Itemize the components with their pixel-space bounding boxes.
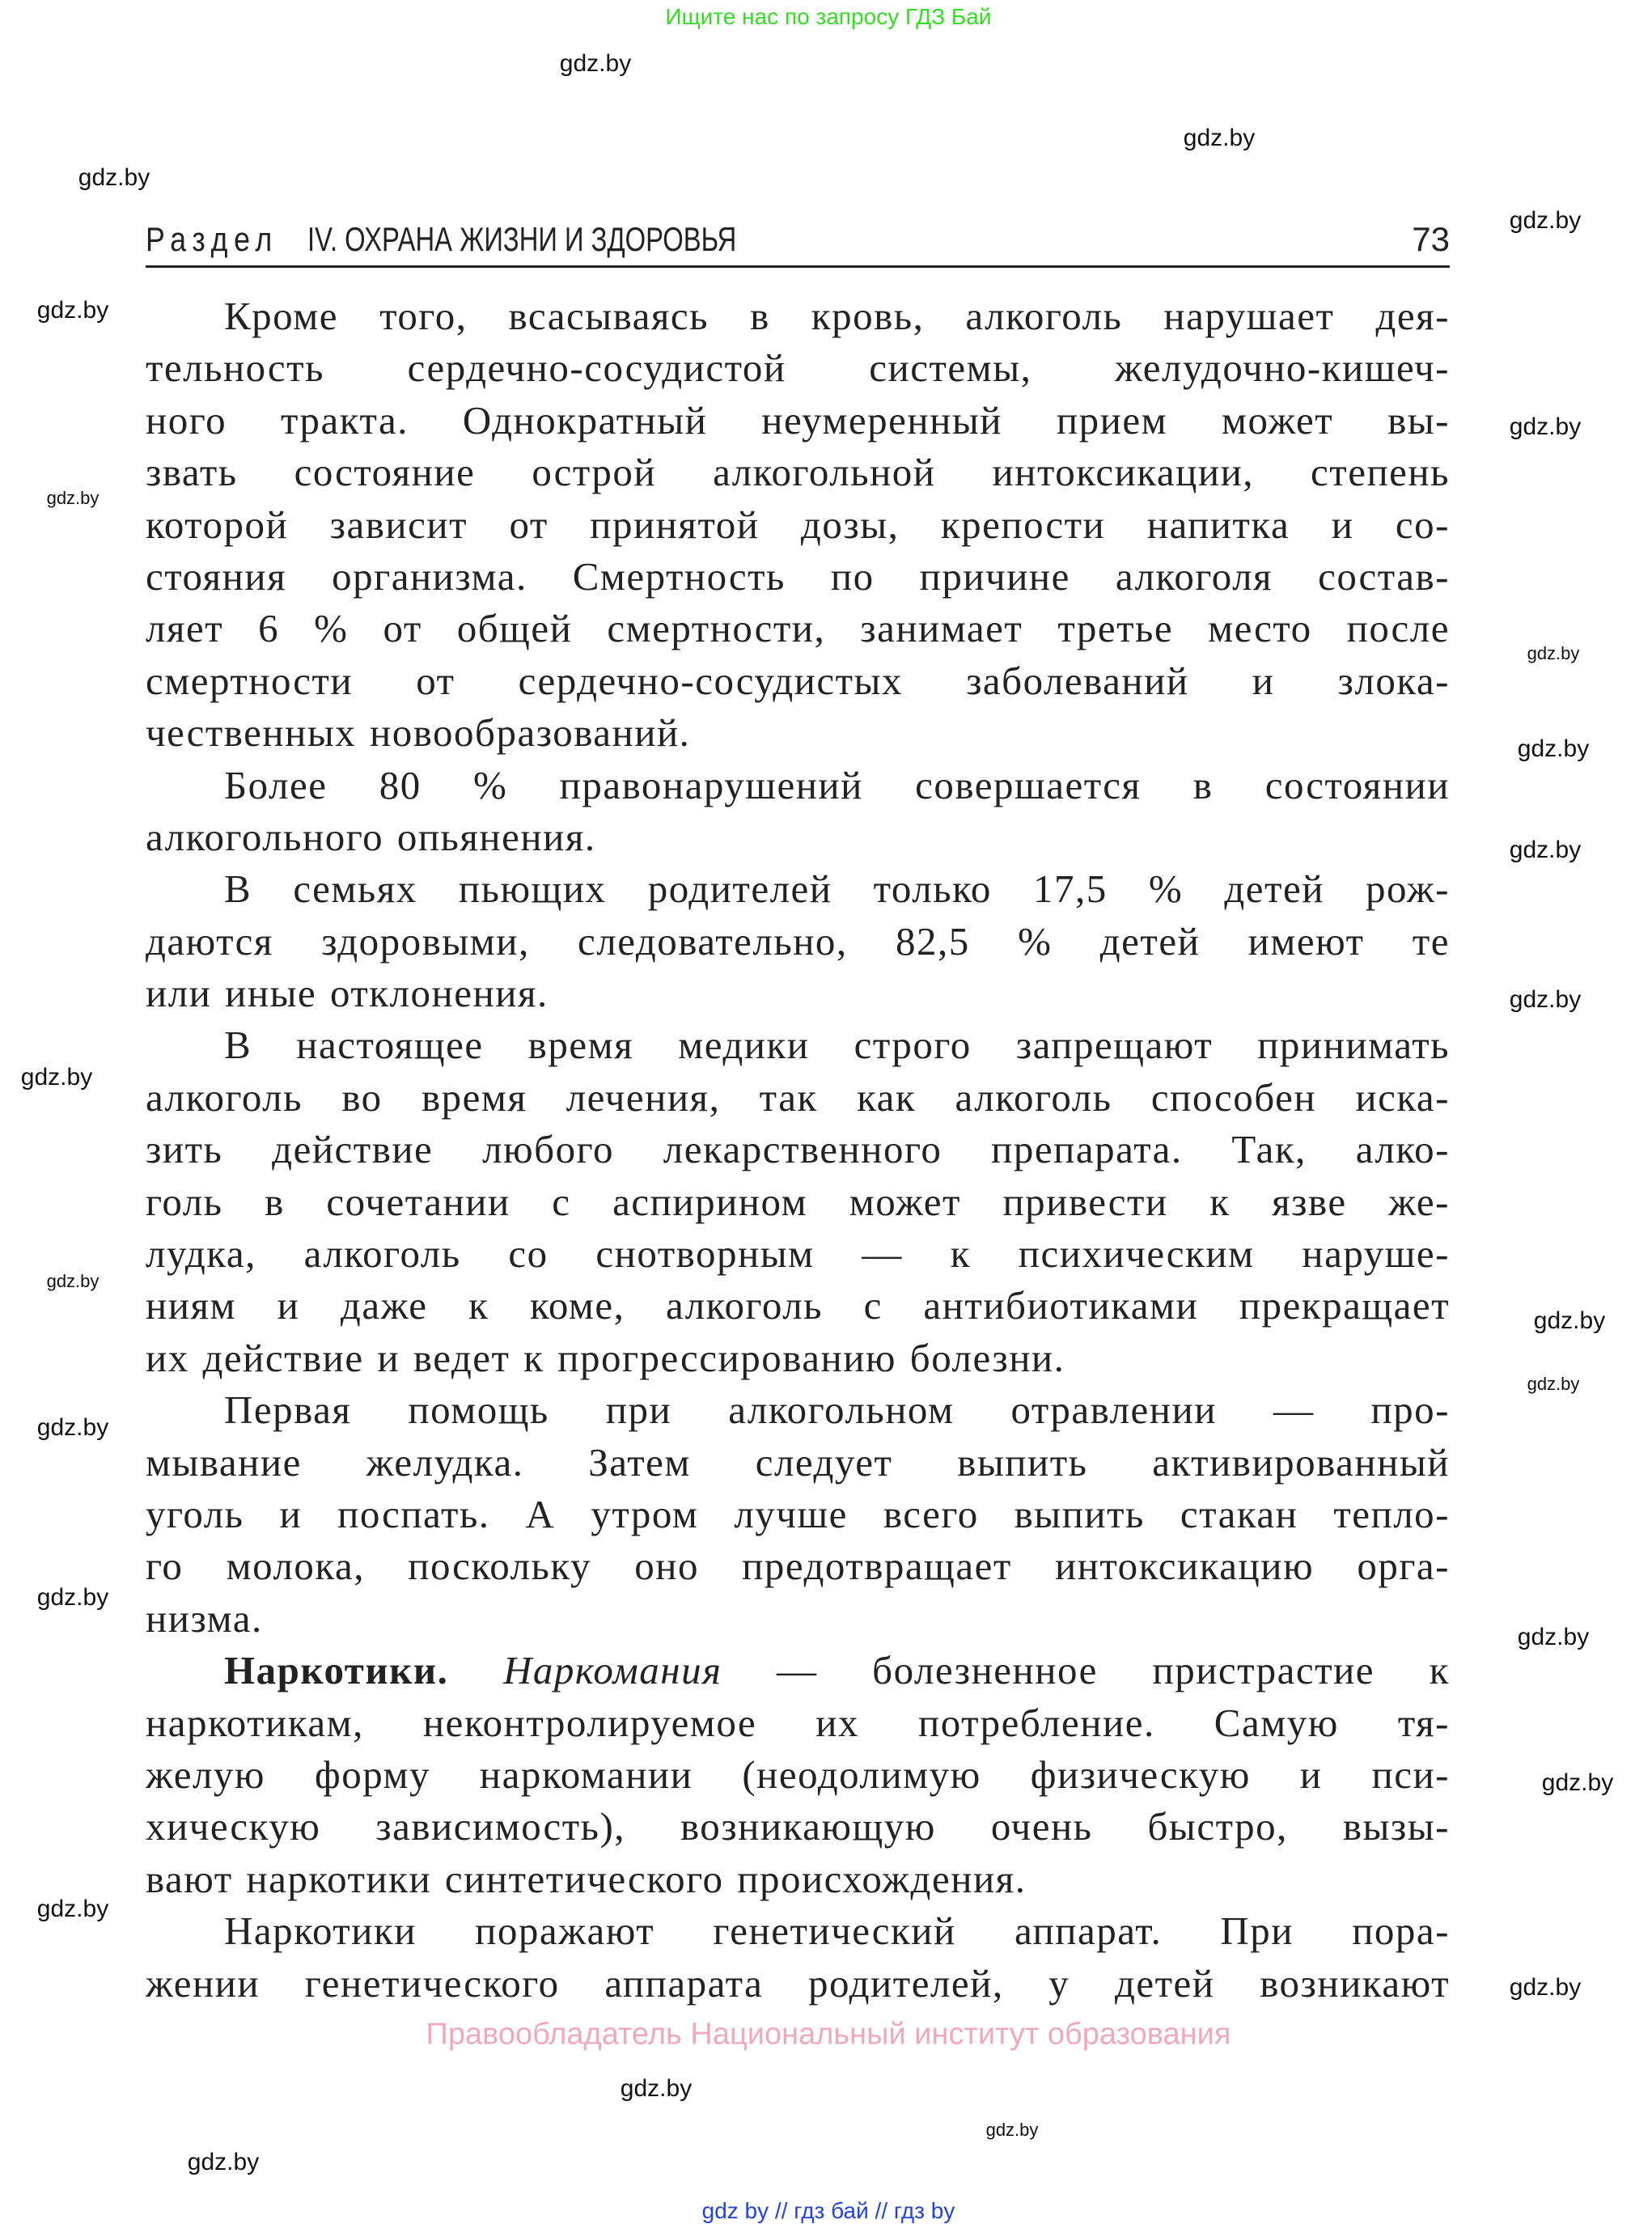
watermark-text: gdz.by — [559, 50, 632, 77]
text-line: звать состояние острой алкогольной интоксикации, степень — [146, 450, 1450, 495]
text-line: или иные отклонения. — [146, 971, 549, 1016]
text-line — [146, 1645, 1450, 1697]
body-text — [146, 290, 1450, 2010]
line-text: — болезненное пристрастие к — [777, 1648, 1450, 1693]
watermark-text: gdz.by — [46, 1271, 100, 1291]
text-line: их действие и ведет к прогрессированию болезни. — [146, 1335, 1065, 1380]
text-line: Более 80 % правонарушений совершается в состоянии — [224, 762, 1450, 807]
watermark-text: gdz.by — [46, 488, 100, 508]
heading-term: Наркотики. — [224, 1648, 449, 1693]
watermark-text: gdz.by — [1541, 1769, 1614, 1796]
search-banner[interactable]: Ищите нас по запросу ГДЗ Бай — [665, 4, 992, 29]
text-line: стояния организма. Смертность по причине алкоголя состав- — [146, 553, 1450, 599]
page-header — [146, 218, 1450, 268]
watermark-text: gdz.by — [36, 297, 109, 324]
watermark-text: gdz.by — [36, 1896, 109, 1922]
text-line: Наркотики поражают генетический аппарат. При пора- — [224, 1908, 1450, 1954]
watermark-text: gdz.by — [1517, 735, 1590, 762]
text-line: смертности от сердечно-сосудистых заболеваний и злока- — [146, 658, 1450, 703]
footer-links[interactable]: gdz by // гдз бай // гдз by — [701, 2198, 955, 2223]
text-line: алкогольного опьянения. — [146, 814, 596, 859]
watermark-text: gdz.by — [1533, 1307, 1606, 1334]
text-line: го молока, поскольку оно предотвращает интоксикацию орга- — [146, 1544, 1450, 1589]
defined-term: Наркомания — [502, 1648, 722, 1693]
text-line: Кроме того, всасываясь в кровь, алкоголь нарушает дея- — [224, 294, 1450, 338]
watermark-text: gdz.by — [78, 164, 150, 191]
text-line: мывание желудка. Затем следует выпить активированный — [146, 1439, 1450, 1485]
text-line: Первая помощь при алкогольном отравлении — про- — [224, 1387, 1450, 1433]
watermark-text: gdz.by — [1527, 643, 1580, 663]
text-line: жении генетического аппарата родителей, у детей возникают — [146, 1960, 1450, 2006]
watermark-text: gdz.by — [1527, 1374, 1580, 1394]
copyright-notice: Правообладатель Национальный институт образования — [426, 2017, 1231, 2052]
watermark-text: gdz.by — [1509, 1974, 1582, 2001]
watermark-text: gdz.by — [1517, 1624, 1590, 1650]
text-line: зить действие любого лекарственного препарата. Так, алко- — [146, 1127, 1450, 1172]
watermark-text: gdz.by — [36, 1414, 109, 1441]
text-line: низма. — [146, 1595, 263, 1641]
text-line: В настоящее время медики строго запрещают принимать — [224, 1023, 1450, 1068]
text-line: ного тракта. Однократный неумеренный прием может вы- — [146, 397, 1450, 443]
text-line: желую форму наркомании (неодолимую физическую и пси- — [146, 1752, 1450, 1797]
text-line: даются здоровыми, следовательно, 82,5 % детей имеют те — [146, 918, 1450, 964]
section-title: IV. ОХРАНА ЖИЗНИ И ЗДОРОВЬЯ — [307, 220, 737, 258]
watermark-text: gdz.by — [620, 2075, 693, 2102]
page-number: 73 — [1412, 220, 1450, 258]
text-line: ниям и даже к коме, алкоголь с антибиотиками прекращает — [146, 1283, 1450, 1328]
text-line: В семьях пьющих родителей только 17,5 % детей рож- — [224, 866, 1450, 912]
watermark-text: gdz.by — [1509, 837, 1582, 863]
watermark-text: gdz.by — [985, 2120, 1039, 2140]
text-line: наркотикам, неконтролируемое их потребление. Самую тя- — [146, 1700, 1450, 1745]
text-line: ляет 6 % от общей смертности, занимает третье место после — [146, 606, 1450, 651]
text-line: хическую зависимость), возникающую очень быстро, вызы- — [146, 1804, 1450, 1849]
text-line: тельность сердечно-сосудистой системы, желудочно-кишеч- — [146, 345, 1450, 391]
text-line: алкоголь во время лечения, так как алкоголь способен иска- — [146, 1074, 1450, 1120]
watermark-text: gdz.by — [187, 2149, 260, 2175]
watermark-text: gdz.by — [1183, 125, 1256, 151]
watermark-text: gdz.by — [20, 1064, 93, 1091]
text-line: уголь и поспать. А утром лучше всего выпить стакан тепло- — [146, 1491, 1450, 1536]
watermark-text: gdz.by — [1509, 986, 1582, 1013]
watermark-text: gdz.by — [36, 1584, 109, 1611]
watermark-text: gdz.by — [1509, 207, 1582, 234]
watermark-text: gdz.by — [1509, 413, 1582, 440]
section-label: Раздел — [146, 220, 278, 258]
text-line: лудка, алкоголь со снотворным — к психическим наруше- — [146, 1231, 1450, 1277]
text-line: которой зависит от принятой дозы, крепости напитка и со- — [146, 502, 1450, 547]
text-line: чественных новообразований. — [146, 710, 691, 756]
text-line: вают наркотики синтетического происхождения. — [146, 1856, 1027, 1901]
text-line: голь в сочетании с аспирином может привести к язве же- — [146, 1179, 1450, 1224]
